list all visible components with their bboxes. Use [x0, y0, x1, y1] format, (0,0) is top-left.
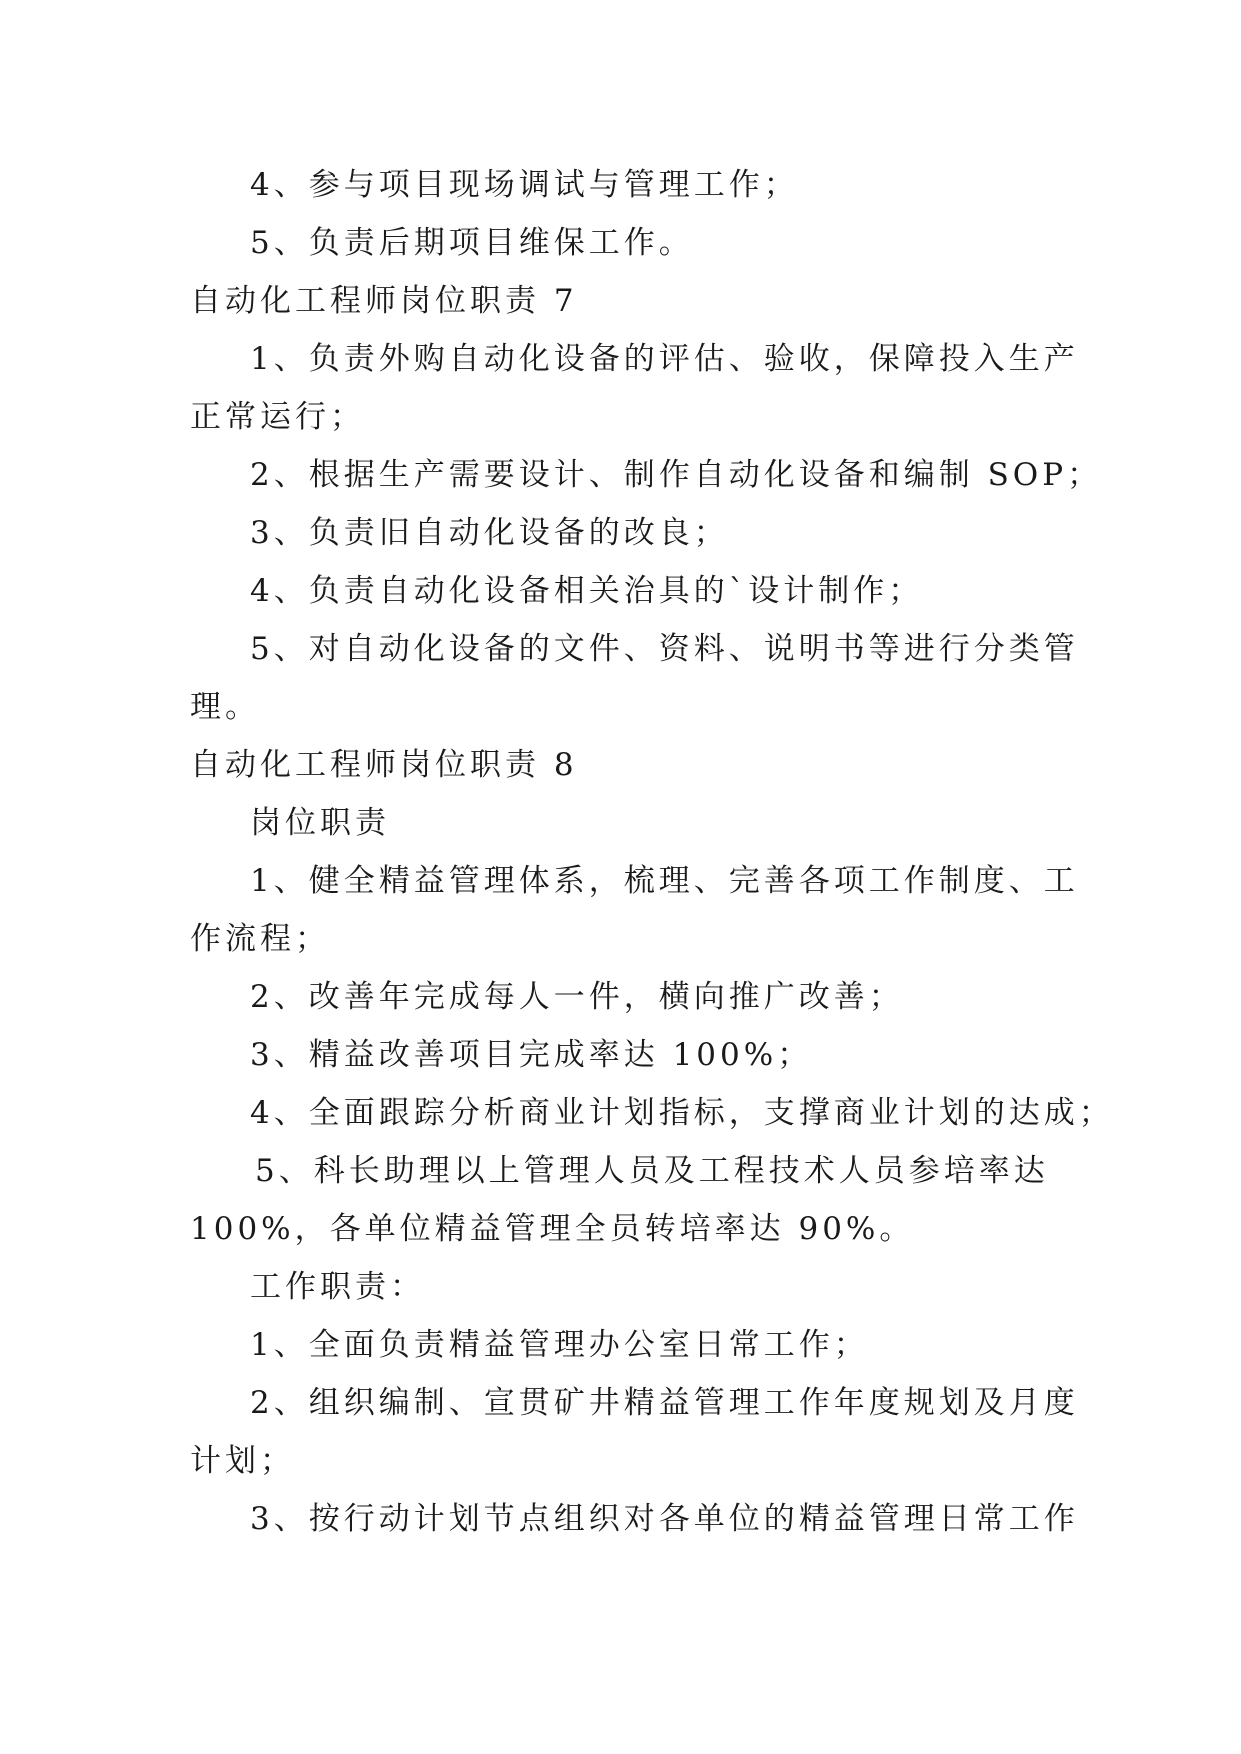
paragraph-line: 100%，各单位精益管理全员转培率达 90%。 — [190, 1211, 915, 1247]
paragraph-line: 4、负责自动化设备相关治具的`设计制作； — [250, 573, 924, 609]
subheading: 工作职责： — [250, 1269, 425, 1305]
paragraph-line: 3、按行动计划节点组织对各单位的精益管理日常工作 — [250, 1501, 1079, 1537]
paragraph-line: 5、负责后期项目维保工作。 — [250, 225, 694, 261]
paragraph-line: 理。 — [190, 689, 260, 725]
paragraph-line: 4、参与项目现场调试与管理工作； — [250, 167, 799, 203]
paragraph-line: 5、科长助理以上管理人员及工程技术人员参培率达 — [255, 1153, 1049, 1189]
paragraph-line: 1、负责外购自动化设备的评估、验收，保障投入生产 — [250, 341, 1079, 377]
paragraph-line: 2、改善年完成每人一件，横向推广改善； — [250, 979, 904, 1015]
paragraph-line: 计划； — [190, 1443, 295, 1479]
paragraph-line: 1、全面负责精益管理办公室日常工作； — [250, 1327, 869, 1363]
section-heading: 自动化工程师岗位职责 8 — [190, 747, 578, 783]
section-heading: 自动化工程师岗位职责 7 — [190, 283, 578, 319]
paragraph-line: 3、负责旧自动化设备的改良； — [250, 515, 729, 551]
paragraph-line: 3、精益改善项目完成率达 100%； — [250, 1037, 813, 1073]
paragraph-line: 2、根据生产需要设计、制作自动化设备和编制 SOP； — [250, 457, 1103, 493]
paragraph-line: 作流程； — [190, 921, 330, 957]
paragraph-line: 正常运行； — [190, 399, 365, 435]
paragraph-line: 1、健全精益管理体系，梳理、完善各项工作制度、工 — [250, 863, 1079, 899]
subheading: 岗位职责 — [250, 805, 390, 841]
paragraph-line: 4、全面跟踪分析商业计划指标，支撑商业计划的达成； — [250, 1095, 1114, 1131]
paragraph-line: 5、对自动化设备的文件、资料、说明书等进行分类管 — [250, 631, 1079, 667]
paragraph-line: 2、组织编制、宣贯矿井精益管理工作年度规划及月度 — [250, 1385, 1079, 1421]
